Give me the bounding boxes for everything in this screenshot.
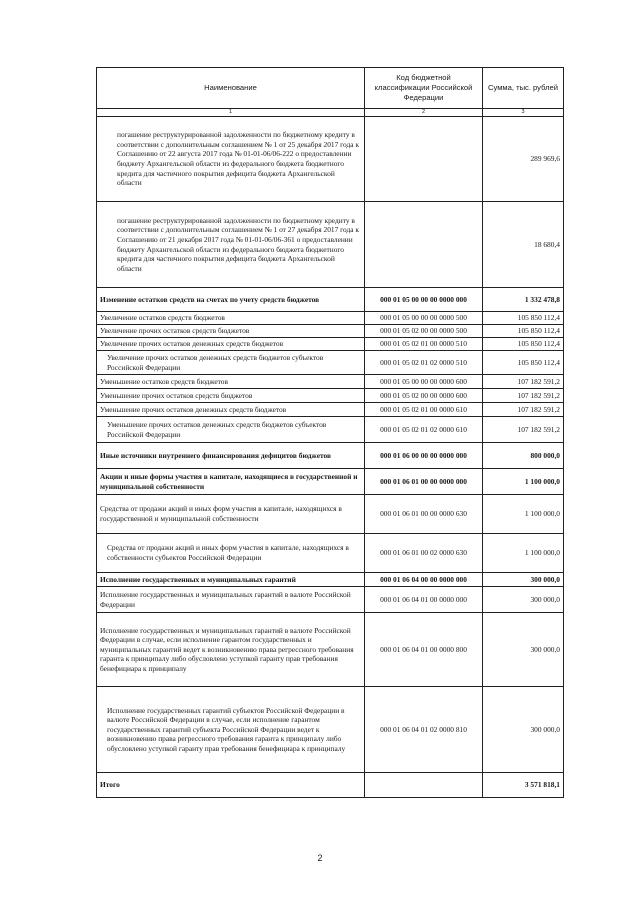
row-sum: 105 850 112,4 [483, 325, 564, 338]
row-sum: 800 000,0 [483, 443, 564, 469]
row-code: 000 01 05 00 00 00 0000 500 [365, 312, 483, 325]
row-name: Уменьшение прочих остатков средств бюджетов [97, 389, 365, 403]
budget-sources-table [96, 67, 564, 798]
row-sum: 107 182 591,2 [483, 417, 564, 443]
table-row [97, 338, 564, 351]
row-name: Увеличение прочих остатков средств бюджетов [97, 325, 365, 338]
row-name: погашение реструктурированной задолженности по бюджетному кредиту в соответствии с дополнительным соглашением № 1 от 27 декабря 2017 года к Соглашению от 21 декабря 2017 года № 01-01-06/06-361 о предоставлении бюджету Архангельской области из федерального бюджета бюджетного кредита для частичного покрытия дефицита бюджета Архангельской области [97, 202, 365, 288]
table-row [97, 613, 564, 687]
row-code: 000 01 06 00 00 00 0000 000 [365, 443, 483, 469]
row-code [365, 117, 483, 202]
row-name: Исполнение государственных и муниципальных гарантий [97, 573, 365, 587]
row-name: Средства от продажи акций и иных форм участия в капитале, находящихся в собственности субъектов Российской Федерации [97, 534, 365, 573]
page-number: 2 [317, 853, 323, 863]
table-row [97, 443, 564, 469]
table-row [97, 312, 564, 325]
column-number: 3 [483, 109, 564, 117]
row-code: 000 01 06 01 00 00 0000 630 [365, 495, 483, 534]
table-row [97, 587, 564, 613]
row-sum: 3 571 818,1 [483, 773, 564, 798]
row-sum: 289 969,6 [483, 117, 564, 202]
table-row [97, 773, 564, 798]
row-sum: 1 100 000,0 [483, 534, 564, 573]
row-code [365, 773, 483, 798]
table-row [97, 534, 564, 573]
row-code: 000 01 05 02 01 00 0000 510 [365, 338, 483, 351]
row-code: 000 01 06 04 00 00 0000 000 [365, 573, 483, 587]
row-code: 000 01 05 02 00 00 0000 600 [365, 389, 483, 403]
row-name: Уменьшение прочих остатков денежных средств бюджетов [97, 403, 365, 417]
column-number-row [97, 109, 564, 117]
row-sum: 1 100 000,0 [483, 495, 564, 534]
row-name: Итого [97, 773, 365, 798]
table-row [97, 288, 564, 312]
row-name: Иные источники внутреннего финансирования дефицитов бюджетов [97, 443, 365, 469]
row-code: 000 01 06 04 01 00 0000 000 [365, 587, 483, 613]
table-row [97, 403, 564, 417]
header-name: Наименование [97, 68, 365, 109]
row-name: Исполнение государственных и муниципальных гарантий в валюте Российской Федерации в случае, если исполнение гарантом государственных и муниципальных гарантий ведет к возникновению права регрессного требования гаранта к принципалу либо обусловлено уступкой гаранту прав требования бенефициара к принципалу [97, 613, 365, 687]
table-row [97, 417, 564, 443]
table-row [97, 389, 564, 403]
table-row [97, 375, 564, 389]
row-code: 000 01 05 00 00 00 0000 600 [365, 375, 483, 389]
row-name: Средства от продажи акций и иных форм участия в капитале, находящихся в государственной и муниципальной собственности [97, 495, 365, 534]
row-code: 000 01 05 02 00 00 0000 500 [365, 325, 483, 338]
row-sum: 107 182 591,2 [483, 375, 564, 389]
row-code: 000 01 05 02 01 02 0000 610 [365, 417, 483, 443]
row-code: 000 01 05 02 01 00 0000 610 [365, 403, 483, 417]
row-sum: 300 000,0 [483, 573, 564, 587]
row-code [365, 202, 483, 288]
column-number: 2 [365, 109, 483, 117]
row-sum: 105 850 112,4 [483, 338, 564, 351]
row-code: 000 01 06 04 01 02 0000 810 [365, 687, 483, 773]
row-sum: 300 000,0 [483, 687, 564, 773]
row-sum: 300 000,0 [483, 587, 564, 613]
table-row [97, 325, 564, 338]
row-code: 000 01 06 04 01 00 0000 800 [365, 613, 483, 687]
row-name: Увеличение прочих остатков денежных средств бюджетов [97, 338, 365, 351]
row-sum: 107 182 591,2 [483, 403, 564, 417]
row-name: Уменьшение остатков средств бюджетов [97, 375, 365, 389]
row-sum: 105 850 112,4 [483, 351, 564, 375]
row-code: 000 01 06 01 00 00 0000 000 [365, 469, 483, 495]
row-name: Изменение остатков средств на счетах по учету средств бюджетов [97, 288, 365, 312]
row-code: 000 01 05 00 00 00 0000 000 [365, 288, 483, 312]
table-row [97, 117, 564, 202]
row-code: 000 01 06 01 00 02 0000 630 [365, 534, 483, 573]
table-row [97, 495, 564, 534]
column-number: 1 [97, 109, 365, 117]
row-sum: 105 850 112,4 [483, 312, 564, 325]
table-row [97, 469, 564, 495]
table-row [97, 351, 564, 375]
row-code: 000 01 05 02 01 02 0000 510 [365, 351, 483, 375]
header-code: Код бюджетной классификации Российской Федерации [365, 68, 483, 109]
row-name: Акции и иные формы участия в капитале, находящиеся в государственной и муниципальной собственности [97, 469, 365, 495]
row-sum: 18 680,4 [483, 202, 564, 288]
row-name: Увеличение остатков средств бюджетов [97, 312, 365, 325]
row-sum: 107 182 591,2 [483, 389, 564, 403]
table-row [97, 573, 564, 587]
row-sum: 1 100 000,0 [483, 469, 564, 495]
row-name: Уменьшение прочих остатков денежных средств бюджетов субъектов Российской Федерации [97, 417, 365, 443]
table-row [97, 202, 564, 288]
row-name: Исполнение государственных и муниципальных гарантий в валюте Российской Федерации [97, 587, 365, 613]
row-sum: 300 000,0 [483, 613, 564, 687]
row-name: Увеличение прочих остатков денежных средств бюджетов субъектов Российской Федерации [97, 351, 365, 375]
table-header-row [97, 68, 564, 109]
header-sum: Сумма, тыс. рублей [483, 68, 564, 109]
row-name: Исполнение государственных гарантий субъектов Российской Федерации в валюте Российской Федерации в случае, если исполнение гарантом государственных гарантий субъекта Российской Федерации ведет к возникновению права регрессного требования гаранта к принципалу либо обусловлено уступкой гаранту прав требования бенефициара к принципалу [97, 687, 365, 773]
table-row [97, 687, 564, 773]
row-sum: 1 332 478,8 [483, 288, 564, 312]
row-name: погашение реструктурированной задолженности по бюджетному кредиту в соответствии с дополнительным соглашением № 1 от 25 декабря 2017 года к Соглашению от 22 августа 2017 года № 01-01-06/06-222 о предоставлении бюджету Архангельской области из федерального бюджета бюджетного кредита для частичного покрытия дефицита бюджета Архангельской области [97, 117, 365, 202]
